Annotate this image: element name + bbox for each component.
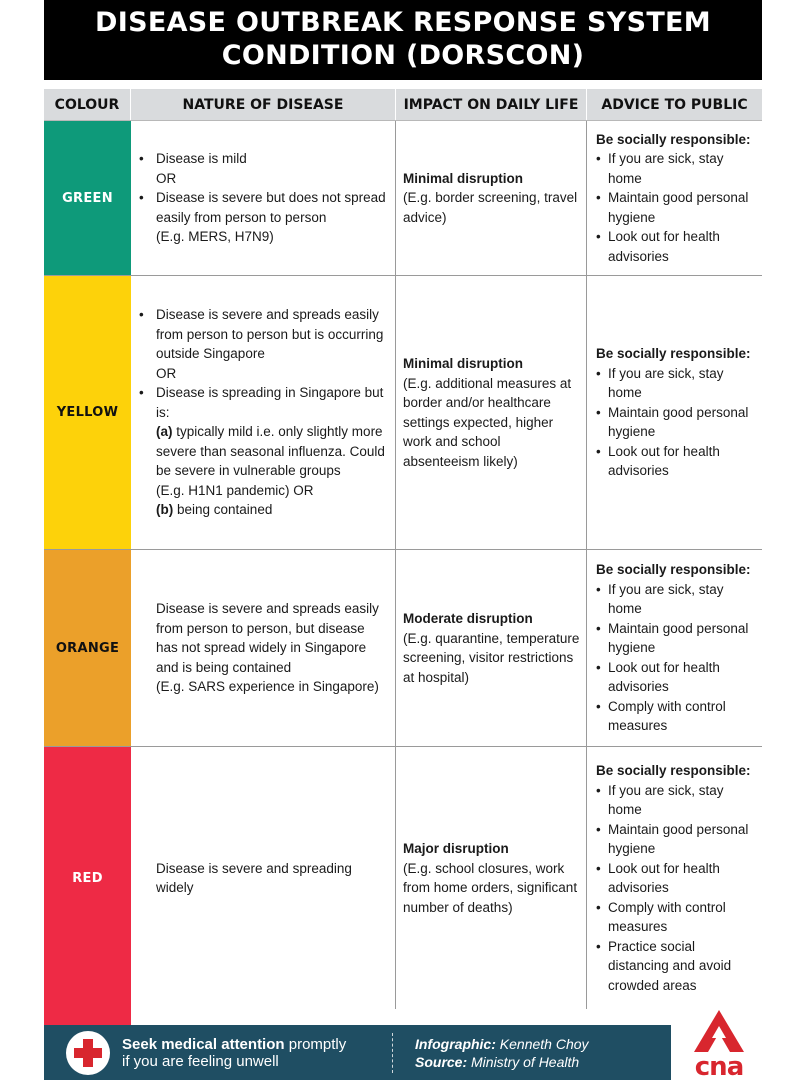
table-row-orange	[44, 550, 762, 747]
advice-title: Be socially responsible:	[596, 562, 751, 578]
header-nature: NATURE OF DISEASE	[131, 89, 396, 120]
nature-item: (E.g. MERS, H7N9)	[156, 229, 274, 245]
cna-logo	[690, 1008, 748, 1080]
advice-item: • Maintain good personal hygiene	[596, 820, 758, 859]
impact-cell	[396, 121, 587, 275]
impact-title: Moderate disruption	[403, 611, 533, 626]
header-advice: ADVICE TO PUBLIC	[601, 96, 748, 113]
advice-item: • Look out for health advisories	[596, 227, 758, 266]
advice-item: • Look out for health advisories	[596, 859, 758, 898]
advice-item: • Comply with control measures	[596, 697, 758, 736]
advice-title: Be socially responsible:	[596, 346, 751, 362]
table-row-red	[44, 747, 762, 1009]
footer-divider	[392, 1033, 393, 1073]
nature-item: • Disease is spreading in Singapore but is:	[139, 383, 387, 422]
nature-item: • Disease is severe but does not spread easily from person to person	[139, 188, 387, 227]
header-colour: COLOUR	[44, 89, 131, 120]
nature-item: Disease is severe and spreading widely	[156, 860, 352, 895]
table-header	[44, 89, 762, 121]
advice-item: • If you are sick, stay home	[596, 364, 758, 403]
medical-cross-icon	[66, 1031, 110, 1075]
seek-line-2: if you are feeling unwell	[122, 1052, 279, 1070]
advice-cell	[587, 747, 762, 1009]
colour-cell-green: GREEN	[44, 121, 131, 275]
dorscon-table	[44, 89, 762, 1009]
nature-item: (E.g. SARS experience in Singapore)	[156, 679, 379, 695]
nature-item: • Disease is severe and spreads easily from person to person but is occurring outside Singapore	[139, 305, 387, 364]
impact-text: (E.g. additional measures at border and/or healthcare settings expected, higher work and school absenteeism likely)	[403, 375, 572, 469]
nature-cell	[131, 121, 396, 275]
advice-title: Be socially responsible:	[596, 763, 751, 778]
nature-text: being contained	[173, 502, 273, 518]
colour-cell-red: RED	[44, 747, 131, 1009]
advice-item: • Practice social distancing and avoid crowded areas	[596, 937, 758, 996]
nature-item: OR	[156, 170, 177, 186]
nature-item: OR	[156, 365, 177, 381]
advice-cell	[587, 121, 762, 275]
impact-cell	[396, 550, 587, 746]
page-title	[44, 0, 762, 80]
nature-text: typically mild i.e. only slightly more severe than seasonal influenza. Could be severe in vulnerable groups	[156, 424, 385, 479]
source-value: Ministry of Health	[467, 1053, 580, 1070]
colour-cell-orange: ORANGE	[44, 550, 131, 746]
infographic-label: Infographic:	[415, 1035, 496, 1052]
cna-logo-text: cna	[694, 1052, 744, 1082]
nature-cell	[131, 550, 396, 746]
nature-cell	[131, 747, 396, 1009]
nature-item: Disease is severe and spreads easily from person to person, but disease has not spread widely in Singapore and is being contained	[156, 601, 379, 675]
seek-bold: Seek medical attention	[122, 1035, 285, 1053]
nature-cell	[131, 276, 396, 549]
red-strip-extension	[44, 1008, 131, 1025]
nature-label: (a)	[156, 424, 173, 440]
advice-item: • If you are sick, stay home	[596, 580, 758, 619]
impact-text: (E.g. school closures, work from home orders, significant number of deaths)	[403, 860, 578, 915]
table-row-yellow	[44, 276, 762, 550]
impact-cell	[396, 747, 587, 1009]
impact-title: Minimal disruption	[403, 356, 523, 371]
advice-item: • Look out for health advisories	[596, 658, 758, 697]
impact-title: Major disruption	[403, 841, 509, 856]
seek-rest: promptly	[284, 1035, 347, 1053]
advice-item: • If you are sick, stay home	[596, 781, 758, 820]
impact-text: (E.g. quarantine, temperature screening, visitor restrictions at hospital)	[403, 630, 580, 685]
nature-item: • Disease is mild	[139, 149, 387, 169]
header-impact: IMPACT ON DAILY LIFE	[396, 89, 587, 120]
advice-item: • If you are sick, stay home	[596, 149, 758, 188]
nature-item	[139, 422, 387, 481]
advice-cell	[587, 550, 762, 746]
title-line-1: DISEASE OUTBREAK RESPONSE SYSTEM	[95, 7, 711, 38]
advice-title: Be socially responsible:	[596, 131, 751, 147]
credits	[415, 1035, 589, 1071]
impact-title: Minimal disruption	[403, 170, 523, 186]
advice-item: • Maintain good personal hygiene	[596, 403, 758, 442]
seek-medical-message	[122, 1036, 382, 1070]
advice-cell	[587, 276, 762, 549]
advice-item: • Look out for health advisories	[596, 442, 758, 481]
nature-item: (E.g. H1N1 pandemic) OR	[156, 482, 314, 498]
title-line-2: CONDITION (DORSCON)	[221, 40, 585, 71]
impact-cell	[396, 276, 587, 549]
impact-text: (E.g. border screening, travel advice)	[403, 190, 578, 225]
colour-cell-yellow: YELLOW	[44, 276, 131, 549]
advice-item: • Maintain good personal hygiene	[596, 188, 758, 227]
advice-item: • Comply with control measures	[596, 898, 758, 937]
cna-logo-icon	[690, 1008, 748, 1054]
footer-banner	[44, 1025, 671, 1080]
infographic-value: Kenneth Choy	[495, 1035, 589, 1052]
advice-item: • Maintain good personal hygiene	[596, 619, 758, 658]
nature-item	[139, 500, 387, 520]
nature-label: (b)	[156, 502, 174, 518]
source-label: Source:	[415, 1053, 468, 1070]
table-row-green	[44, 121, 762, 276]
